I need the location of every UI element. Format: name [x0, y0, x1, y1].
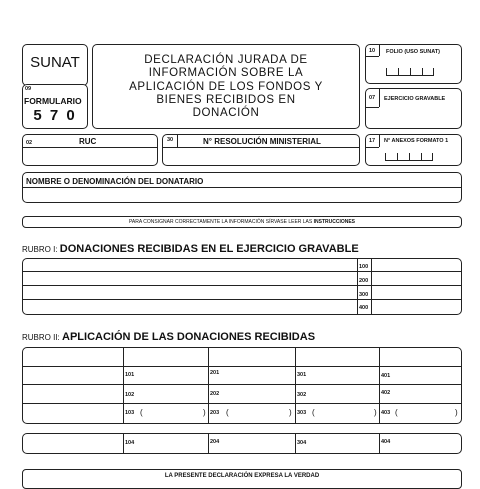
rubro1-code-200: 200 — [359, 278, 369, 284]
paren-close-403: ) — [455, 408, 458, 417]
paren-close-203: ) — [289, 408, 292, 417]
formulario-box-number: 09 — [25, 86, 32, 92]
formulario-label: FORMULARIO — [24, 96, 82, 106]
nombre-label: NOMBRE O DENOMINACIÓN DEL DONATARIO — [26, 177, 204, 186]
folio-digit-boxes[interactable] — [386, 68, 434, 76]
anexos-number: 17 — [369, 138, 376, 144]
paren-open-103: ( — [140, 408, 143, 417]
code-303: 303 — [297, 410, 307, 416]
title-line-4: BIENES RECIBIDOS EN — [156, 93, 296, 106]
code-101: 101 — [125, 372, 135, 378]
paren-open-303: ( — [312, 408, 315, 417]
title-line-3: APLICACIÓN DE LOS FONDOS Y — [129, 80, 323, 93]
paren-open-403: ( — [395, 408, 398, 417]
code-104: 104 — [125, 440, 135, 446]
ejercicio-number: 07 — [369, 95, 376, 101]
resolucion-label: N° RESOLUCIÓN MINISTERIAL — [203, 137, 321, 146]
rubro1-code-100: 100 — [359, 264, 369, 270]
code-103: 103 — [125, 410, 135, 416]
code-102: 102 — [125, 392, 135, 398]
instructions-text — [23, 219, 461, 225]
sunat-label: SUNAT — [30, 54, 80, 71]
paren-close-303: ) — [374, 408, 377, 417]
code-204: 204 — [210, 439, 220, 445]
rubro1-title: DONACIONES RECIBIDAS EN EL EJERCICIO GRAVABLE — [59, 243, 359, 255]
code-201: 201 — [210, 370, 220, 376]
rubro1-code-400: 400 — [359, 305, 369, 311]
rubro1-code-300: 300 — [359, 292, 369, 298]
title-line-1: DECLARACIÓN JURADA DE — [144, 54, 308, 66]
anexos-digit-boxes[interactable] — [385, 153, 433, 161]
code-403: 403 — [381, 410, 391, 416]
rubro2-heading — [22, 327, 315, 345]
instructions-prefix: PARA CONSIGNAR CORRECTAMENTE LA INFORMACIÓN SÍRVASE LEER LAS — [128, 219, 314, 225]
declaration-footer — [22, 469, 462, 489]
code-203: 203 — [210, 410, 220, 416]
nombre-box[interactable] — [22, 172, 462, 203]
code-202: 202 — [210, 391, 220, 397]
rubro1-table — [22, 258, 462, 315]
ejercicio-label: EJERCICIO GRAVABLE — [384, 96, 446, 102]
paren-open-203: ( — [226, 408, 229, 417]
title-box — [92, 44, 360, 129]
instructions-bar — [22, 216, 462, 228]
rubro1-prefix: RUBRO I: — [22, 245, 60, 254]
folio-number: 10 — [369, 48, 376, 54]
rubro2-title: APLICACIÓN DE LAS DONACIONES RECIBIDAS — [62, 331, 316, 343]
instructions-link[interactable]: INSTRUCCIONES — [313, 219, 356, 225]
code-401: 401 — [381, 373, 391, 379]
resolucion-box[interactable] — [162, 134, 360, 166]
rubro1-heading — [22, 239, 359, 257]
title-line-2: INFORMACIÓN SOBRE LA — [148, 67, 304, 80]
ruc-label: RUC — [79, 137, 97, 146]
declaration-text: LA PRESENTE DECLARACIÓN EXPRESA LA VERDAD — [164, 473, 320, 479]
code-302: 302 — [297, 392, 307, 398]
sunat-box — [22, 44, 88, 86]
rubro2-prefix: RUBRO II: — [22, 333, 63, 342]
formulario-number: 5 7 0 — [33, 107, 77, 124]
anexos-label: N° ANEXOS FORMATO 1 — [384, 138, 449, 144]
rubro2-table — [22, 347, 462, 424]
ruc-number: 02 — [26, 140, 33, 146]
form-title — [93, 54, 359, 120]
rubro2-totals — [22, 433, 462, 454]
code-402: 402 — [381, 390, 391, 396]
ejercicio-box — [365, 88, 462, 129]
ruc-box[interactable] — [22, 134, 158, 166]
paren-close-103: ) — [203, 408, 206, 417]
code-304: 304 — [297, 440, 307, 446]
resolucion-number: 30 — [167, 137, 174, 143]
formulario-box — [22, 84, 88, 129]
folio-box — [365, 44, 462, 84]
folio-label: FOLIO (USO SUNAT) — [386, 49, 440, 55]
title-line-5: DONACIÓN — [192, 107, 260, 120]
code-404: 404 — [381, 439, 391, 445]
anexos-box — [365, 134, 462, 166]
code-301: 301 — [297, 372, 307, 378]
